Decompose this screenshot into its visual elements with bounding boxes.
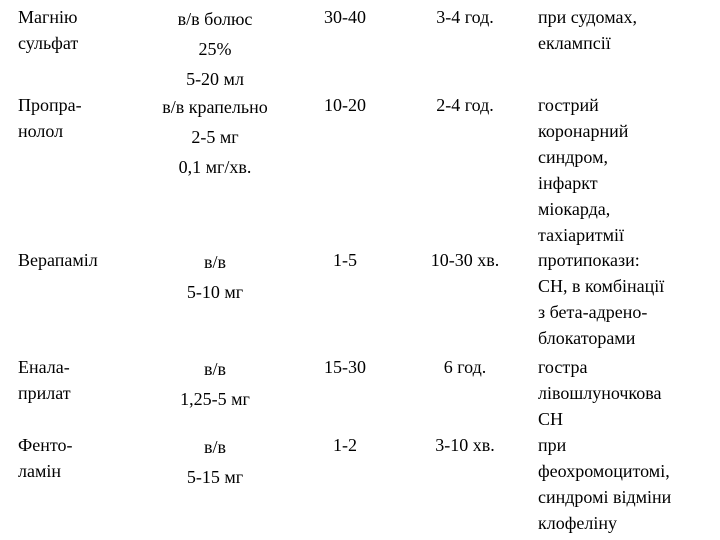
onset: 15-30 xyxy=(324,357,366,377)
indication: протипокази: СН, в комбінації з бета-адрено- блокаторами xyxy=(538,250,665,348)
indication: при судомах, еклампсії xyxy=(538,7,637,53)
duration: 3-10 хв. xyxy=(435,435,495,455)
route-dose: в/в крапельно 2-5 мг 0,1 мг/хв. xyxy=(162,97,268,177)
drug-name: Магнію сульфат xyxy=(18,7,79,53)
route-dose: в/в 5-15 мг xyxy=(186,437,244,487)
indication: гостра лівошлуночкова СН xyxy=(538,357,662,429)
drug-name: Енала- прилат xyxy=(18,357,71,403)
drug-name: Фенто- ламін xyxy=(18,435,73,481)
indication: гострий коронарний синдром, інфаркт міокарда, тахіаритмії xyxy=(538,95,629,245)
duration: 3-4 год. xyxy=(436,7,494,27)
onset: 1-2 xyxy=(333,435,357,455)
onset: 1-5 xyxy=(333,250,357,270)
drug-name: Верапаміл xyxy=(18,250,98,270)
route-dose: в/в 5-10 мг xyxy=(186,252,244,302)
duration: 10-30 хв. xyxy=(430,250,500,270)
onset: 30-40 xyxy=(324,7,366,27)
duration: 2-4 год. xyxy=(436,95,494,115)
duration: 6 год. xyxy=(443,357,487,377)
drug-name: Пропра- нолол xyxy=(18,95,82,141)
indication: при феохромоцитомі, синдромі відміни клофеліну xyxy=(538,435,672,533)
route-dose: в/в 1,25-5 мг xyxy=(180,359,250,409)
route-dose: в/в болюс 25% 5-20 мл xyxy=(177,9,253,89)
onset: 10-20 xyxy=(324,95,366,115)
